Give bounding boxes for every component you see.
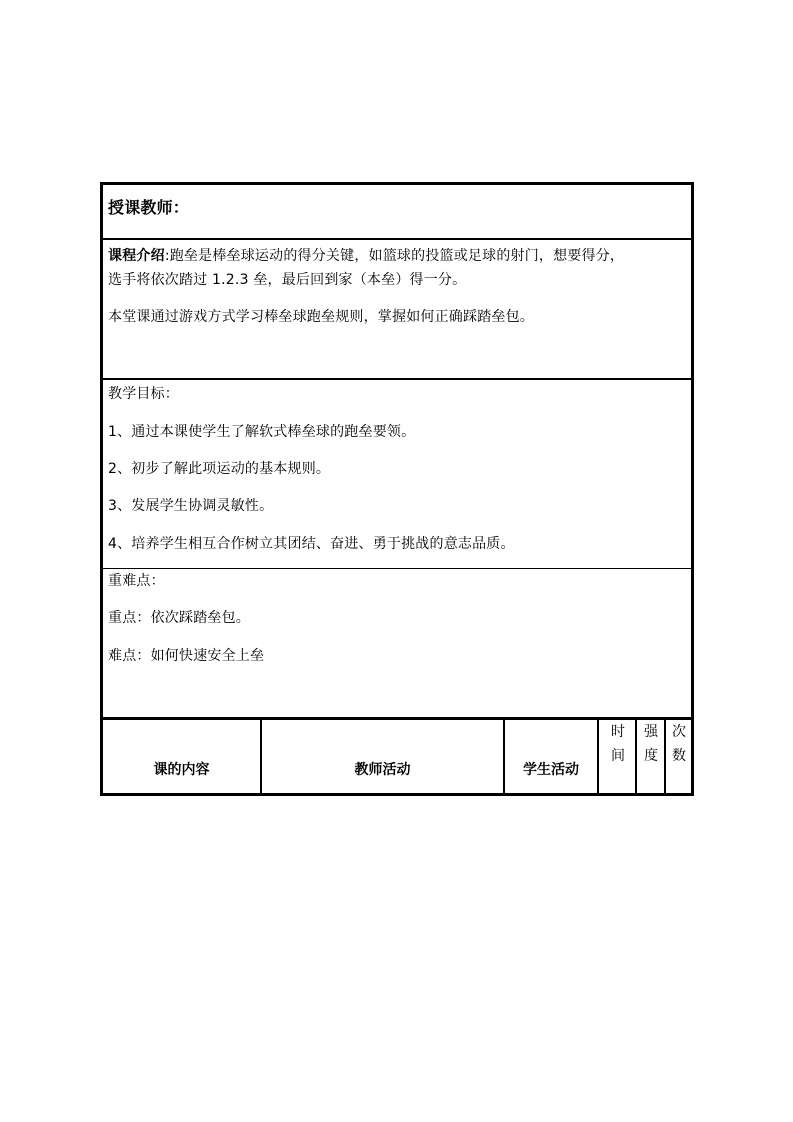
header-teacher-activity: 教师活动 [354,762,411,778]
objective-item-1: 1、通过本课使学生了解软式棒垒球的跑垒要领。 [108,424,416,440]
col-divider-4 [635,717,637,796]
table-border-right [691,182,694,796]
header-content: 课的内容 [153,762,210,778]
objective-item-4: 4、培养学生相互合作树立其团结、奋进、勇于挑战的意志品质。 [108,536,515,552]
header-time-2: 间 [611,748,625,764]
objectives-title: 教学目标： [108,386,179,402]
header-count [666,720,692,768]
intro-text-1: :跑垒是棒垒球运动的得分关键，如篮球的投篮或足球的射门，想要得分， [164,248,625,264]
header-intensity [638,720,664,768]
keypoint-key: 重点：依次踩踏垒包。 [108,610,250,626]
header-time [605,720,631,768]
objective-item-2: 2、初步了解此项运动的基本规则。 [108,461,331,477]
col-divider-1 [260,717,262,796]
intro-line-1 [108,248,624,264]
intro-line-3: 本堂课通过游戏方式学习棒垒球跑垒规则，掌握如何正确踩踏垒包。 [108,309,534,325]
header-intensity-2: 度 [644,748,658,764]
header-time-1: 时 [611,724,625,740]
header-student-activity: 学生活动 [523,762,579,778]
table-border-bottom [100,793,694,796]
table-border-left [100,182,103,796]
col-divider-2 [503,717,505,796]
separator-header [100,238,694,240]
teacher-label: 授课教师： [108,198,190,217]
intro-line-2: 选手将依次踏过 1.2.3 垒，最后回到家（本垒）得一分。 [108,272,467,288]
lesson-plan-table [100,182,694,796]
table-border-top [100,182,694,185]
separator-objectives [100,568,694,569]
objective-item-3: 3、发展学生协调灵敏性。 [108,498,274,514]
keypoint-difficult: 难点：如何快速安全上垒 [108,648,265,664]
intro-label: 课程介绍 [108,248,165,264]
keypoints-title: 重难点： [108,573,165,589]
header-count-2: 数 [672,748,686,764]
separator-intro [100,378,694,380]
header-count-1: 次 [672,724,686,740]
col-divider-3 [597,717,599,796]
header-intensity-1: 强 [644,724,658,740]
